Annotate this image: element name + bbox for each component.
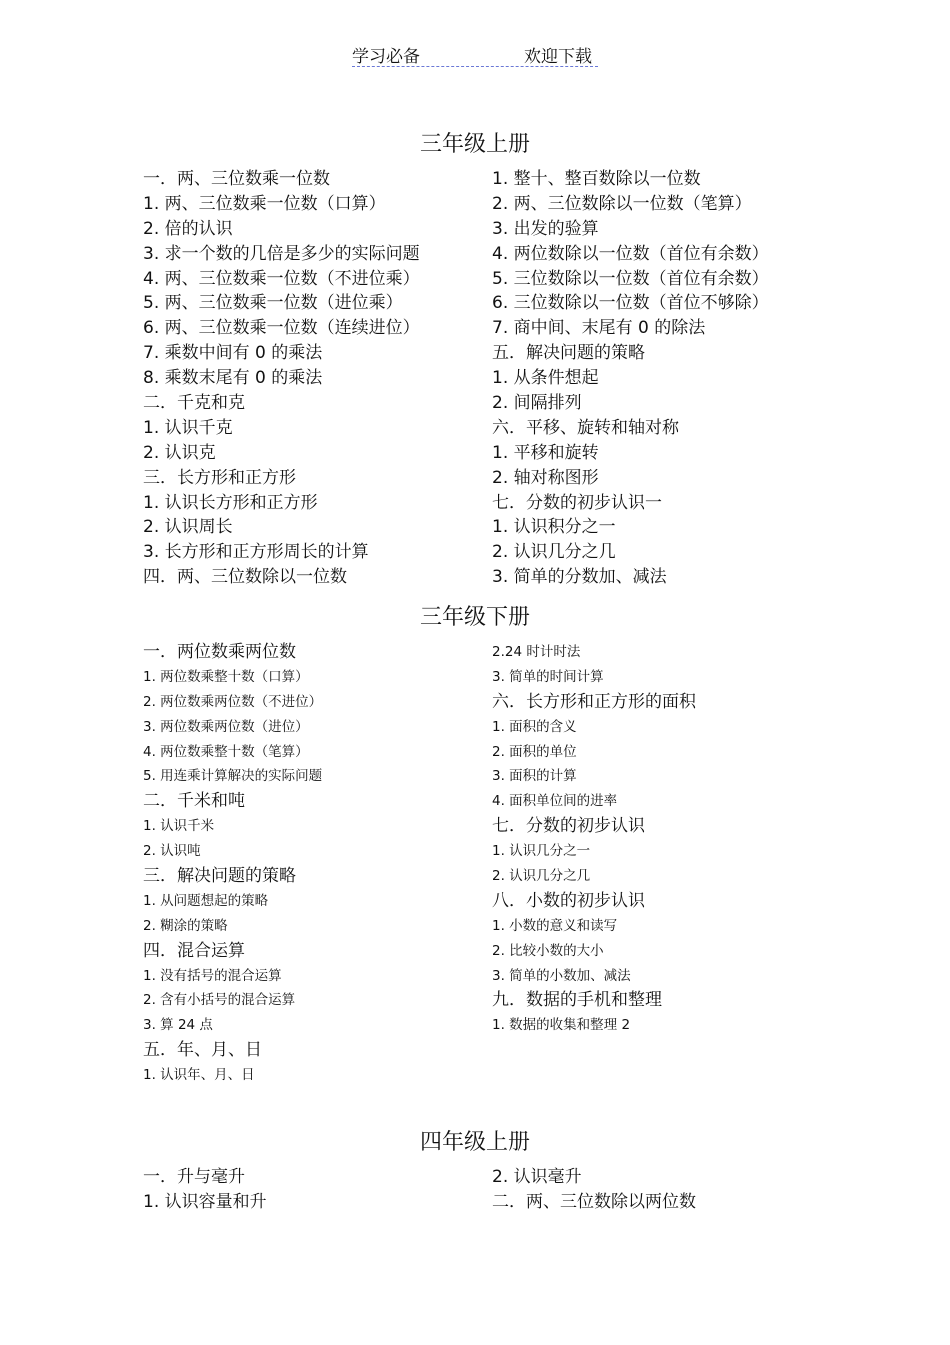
toc-line: 六．平移、旋转和轴对称 xyxy=(492,417,679,438)
toc-heading: 三．解决问题的策略 xyxy=(143,866,296,887)
toc-line: 1. 面积的含义 xyxy=(492,718,577,735)
toc-line: 2. 认识几分之几 xyxy=(492,542,616,563)
toc-heading: 一．两位数乘两位数 xyxy=(143,642,296,662)
toc-heading: 九．数据的手机和整理 xyxy=(492,990,662,1011)
toc-line: 3. 简单的分数加、减法 xyxy=(492,567,667,588)
section-grade4-vol1-left-column xyxy=(143,1165,473,1215)
toc-line: 3. 算 24 点 xyxy=(143,1017,213,1034)
section-title-grade3-vol2: 三年级下册 xyxy=(419,605,530,630)
toc-line: 2. 认识几分之几 xyxy=(492,868,591,885)
toc-heading: 四．混合运算 xyxy=(143,940,245,961)
section-grade3-vol2-right-column xyxy=(492,640,822,1038)
toc-line: 3. 两位数乘两位数（进位） xyxy=(143,718,309,735)
toc-line: 1. 认识几分之一 xyxy=(492,843,591,860)
toc-line: 一．升与毫升 xyxy=(143,1167,245,1187)
toc-line: 2. 间隔排列 xyxy=(492,393,582,414)
toc-line: 1. 数据的收集和整理 2 xyxy=(492,1017,631,1034)
toc-line: 2. 倍的认识 xyxy=(143,218,233,239)
toc-heading: 七．分数的初步认识 xyxy=(492,816,645,837)
toc-line: 4. 两、三位数乘一位数（不进位乘） xyxy=(143,268,420,289)
toc-line: 2. 两、三位数除以一位数（笔算） xyxy=(492,193,752,214)
toc-heading: 八．小数的初步认识 xyxy=(492,890,645,911)
section-title-grade4-vol1: 四年级上册 xyxy=(419,1130,530,1155)
toc-line: 1. 认识积分之一 xyxy=(492,517,616,538)
toc-line: 2. 认识毫升 xyxy=(492,1167,582,1187)
toc-line: 一．两、三位数乘一位数 xyxy=(143,169,330,189)
toc-line: 二．千克和克 xyxy=(143,393,245,414)
toc-line: 5. 两、三位数乘一位数（进位乘） xyxy=(143,293,403,314)
toc-line: 6. 三位数除以一位数（首位不够除） xyxy=(492,293,769,314)
toc-line: 1. 认识容量和升 xyxy=(143,1191,267,1212)
toc-line: 2. 面积的单位 xyxy=(492,743,577,760)
section-grade3-vol1-right-column xyxy=(492,167,822,590)
toc-line: 2. 糊涂的策略 xyxy=(143,917,228,934)
toc-line: 1. 小数的意义和读写 xyxy=(492,917,618,934)
section-grade3-vol2-left-column xyxy=(143,640,473,1088)
toc-line: 1. 没有括号的混合运算 xyxy=(143,967,282,984)
header-left-text: 学习必备 xyxy=(352,47,420,67)
toc-line: 2. 轴对称图形 xyxy=(492,467,599,488)
toc-line: 3. 求一个数的几倍是多少的实际问题 xyxy=(143,243,420,264)
toc-line: 4. 两位数乘整十数（笔算） xyxy=(143,743,309,760)
section-grade4-vol1-right-column xyxy=(492,1165,822,1215)
toc-line: 2. 认识吨 xyxy=(143,843,201,860)
toc-line: 3. 长方形和正方形周长的计算 xyxy=(143,542,369,563)
toc-line: 3. 面积的计算 xyxy=(492,768,577,785)
toc-line: 四．两、三位数除以一位数 xyxy=(143,567,347,588)
toc-line: 1. 从问题想起的策略 xyxy=(143,892,269,909)
toc-line: 七．分数的初步认识一 xyxy=(492,492,662,513)
toc-line: 4. 两位数除以一位数（首位有余数） xyxy=(492,243,769,264)
toc-line: 1. 两、三位数乘一位数（口算） xyxy=(143,193,386,214)
toc-line: 3. 简单的小数加、减法 xyxy=(492,967,631,984)
page-header xyxy=(352,40,598,67)
toc-line: 2. 两位数乘两位数（不进位） xyxy=(143,693,323,710)
section-grade3-vol1-left-column xyxy=(143,167,473,590)
toc-line: 1. 认识千克 xyxy=(143,417,233,438)
toc-line: 6. 两、三位数乘一位数（连续进位） xyxy=(143,318,420,339)
toc-line: 1. 两位数乘整十数（口算） xyxy=(143,668,309,685)
toc-line: 1. 平移和旋转 xyxy=(492,442,599,463)
toc-line: 2. 比较小数的大小 xyxy=(492,942,604,959)
toc-line: 二．两、三位数除以两位数 xyxy=(492,1191,696,1212)
header-right-text: 欢迎下载 xyxy=(524,47,592,67)
toc-line: 1. 从条件想起 xyxy=(492,368,599,389)
toc-line: 7. 商中间、末尾有 0 的除法 xyxy=(492,318,706,339)
toc-line: 1. 整十、整百数除以一位数 xyxy=(492,169,701,189)
toc-line: 5. 用连乘计算解决的实际问题 xyxy=(143,768,323,785)
toc-line: 2. 认识周长 xyxy=(143,517,233,538)
toc-heading: 二．千米和吨 xyxy=(143,791,245,812)
section-title-grade3-vol1: 三年级上册 xyxy=(419,132,530,157)
toc-line: 1. 认识长方形和正方形 xyxy=(143,492,318,513)
toc-line: 2. 含有小括号的混合运算 xyxy=(143,992,296,1009)
toc-line: 三．长方形和正方形 xyxy=(143,467,296,488)
toc-line: 1. 认识年、月、日 xyxy=(143,1067,255,1084)
toc-line: 1. 认识千米 xyxy=(143,818,215,835)
toc-line: 5. 三位数除以一位数（首位有余数） xyxy=(492,268,769,289)
toc-line: 4. 面积单位间的进率 xyxy=(492,793,618,810)
toc-line: 3. 出发的验算 xyxy=(492,218,599,239)
toc-line: 2.24 时计时法 xyxy=(492,644,581,660)
toc-heading: 五．年、月、日 xyxy=(143,1040,262,1061)
toc-line: 3. 简单的时间计算 xyxy=(492,668,604,685)
toc-line: 2. 认识克 xyxy=(143,442,216,463)
toc-line: 五．解决问题的策略 xyxy=(492,343,645,364)
toc-heading: 六．长方形和正方形的面积 xyxy=(492,691,696,712)
toc-line: 8. 乘数末尾有 0 的乘法 xyxy=(143,368,323,389)
toc-line: 7. 乘数中间有 0 的乘法 xyxy=(143,343,323,364)
